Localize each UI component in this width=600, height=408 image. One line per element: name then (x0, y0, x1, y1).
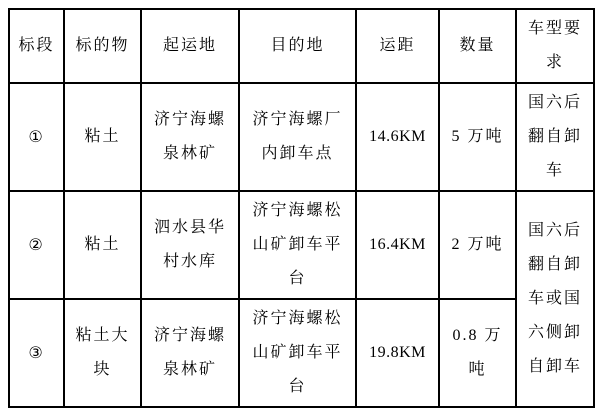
cell-origin: 济宁海螺泉林矿 (141, 83, 239, 191)
cell-section: ② (9, 191, 64, 299)
cell-section: ③ (9, 299, 64, 407)
cell-vehicle-merged: 国六后翻自卸车或国六侧卸自卸车 (516, 191, 594, 407)
cell-destination: 济宁海螺松山矿卸车平台 (239, 299, 356, 407)
freight-sections-table (8, 8, 595, 408)
cell-quantity: 0.8 万吨 (439, 299, 516, 407)
col-header-quantity: 数量 (439, 9, 516, 83)
cell-subject: 粘土大块 (64, 299, 141, 407)
cell-vehicle: 国六后翻自卸车 (516, 83, 594, 191)
cell-destination: 济宁海螺厂内卸车点 (239, 83, 356, 191)
col-header-section: 标段 (9, 9, 64, 83)
cell-subject: 粘土 (64, 191, 141, 299)
col-header-origin: 起运地 (141, 9, 239, 83)
cell-distance: 14.6KM (356, 83, 439, 191)
cell-origin: 济宁海螺泉林矿 (141, 299, 239, 407)
cell-origin: 泗水县华村水库 (141, 191, 239, 299)
col-header-destination: 目的地 (239, 9, 356, 83)
header-row (9, 9, 594, 83)
cell-distance: 16.4KM (356, 191, 439, 299)
cell-destination: 济宁海螺松山矿卸车平台 (239, 191, 356, 299)
cell-section: ① (9, 83, 64, 191)
table-row-2 (9, 191, 594, 299)
cell-quantity: 2 万吨 (439, 191, 516, 299)
table-row-3 (9, 299, 594, 407)
cell-distance: 19.8KM (356, 299, 439, 407)
col-header-subject: 标的物 (64, 9, 141, 83)
cell-subject: 粘土 (64, 83, 141, 191)
col-header-vehicle: 车型要求 (516, 9, 594, 83)
cell-quantity: 5 万吨 (439, 83, 516, 191)
table-row-1 (9, 83, 594, 191)
col-header-distance: 运距 (356, 9, 439, 83)
